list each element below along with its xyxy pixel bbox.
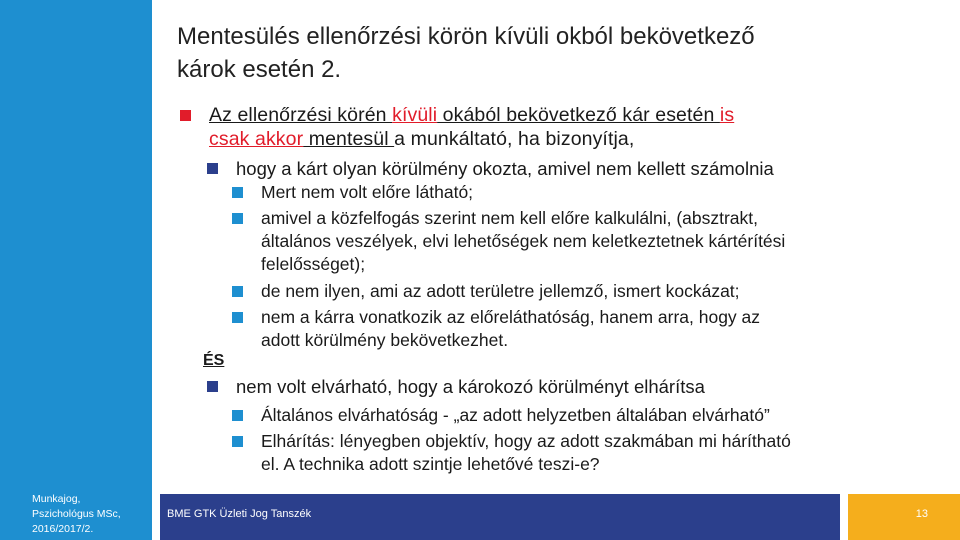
bullet-level3-text-4-line-1: nem a kárra vonatkozik az előreláthatóság, hanem arra, hogy az <box>261 307 761 327</box>
bullet-level3-marker-5 <box>232 410 243 421</box>
bullet-level3-text-5: Általános elvárhatóság - „az adott helyzetben általában elvárható” <box>261 405 770 425</box>
slide-title <box>177 20 947 86</box>
course-info-line-2: Pszichológus MSc, <box>32 508 121 520</box>
bullet-level3-text-2-line-1: amivel a közfelfogás szerint nem kell előre kalkulálni, (absztrakt, <box>261 208 759 228</box>
bullet-level2-marker-2 <box>207 381 218 392</box>
bullet-level3-marker-2 <box>232 213 243 224</box>
slide-title-line-2: károk esetén 2. <box>177 56 342 83</box>
bullet-level3-text-6-line-1: Elhárítás: lényegben objektív, hogy az adott szakmában mi hárítható <box>261 431 791 451</box>
conjunction-es-label: ÉS <box>203 352 225 369</box>
bullet-level1-marker <box>180 110 191 121</box>
course-info-line-1: Munkajog, <box>32 493 81 505</box>
bullet-level2-text-1: hogy a kárt olyan körülmény okozta, amivel nem kellett számolnia <box>236 158 774 179</box>
bullet-level1-line-2 <box>209 128 634 151</box>
bullet-level1-part-1: Az ellenőrzési körén <box>209 104 393 126</box>
bullet-level3-text-1: Mert nem volt előre látható; <box>261 182 474 202</box>
bullet-level1-line-1 <box>209 104 734 127</box>
bullet-level3-text-2-line-3: felelősséget); <box>261 254 366 274</box>
bullet-level1-keyword-is: is <box>719 104 735 126</box>
bullet-level3-text-6-line-2: el. A technika adott szintje lehetővé teszi-e? <box>261 454 600 474</box>
course-info-line-3: 2016/2017/2. <box>32 523 94 535</box>
bullet-level3-text-4-line-2: adott körülmény bekövetkezhet. <box>261 330 509 350</box>
bullet-level1-keyword-csak-akkor: csak akkor <box>209 128 304 150</box>
bullet-level2-text-2: nem volt elvárható, hogy a károkozó körülményt elhárítsa <box>236 376 705 397</box>
slide-title-line-1: Mentesülés ellenőrzési körön kívüli okból bekövetkező <box>177 23 755 50</box>
footer-department-label: BME GTK Üzleti Jog Tanszék <box>167 508 312 520</box>
course-info <box>32 492 148 537</box>
bullet-level3-marker-3 <box>232 286 243 297</box>
bullet-level1-part-3: okából bekövetkező kár esetén <box>437 104 720 126</box>
left-sidebar-band <box>0 0 152 540</box>
bullet-level2-marker-1 <box>207 163 218 174</box>
bullet-level3-marker-4 <box>232 312 243 323</box>
bullet-level3-text-2-line-2: általános veszélyek, elvi lehetőségek nem keletkeztetnek kártérítési <box>261 231 786 251</box>
bullet-level1-part-rest: a munkáltató, ha bizonyítja, <box>394 128 635 150</box>
bullet-level3-marker-1 <box>232 187 243 198</box>
bullet-level1-keyword-kivuli: kívüli <box>392 104 438 126</box>
page-number: 13 <box>915 508 928 520</box>
bullet-level1-keyword-mentesul: mentesül <box>303 128 395 150</box>
bullet-level3-text-3: de nem ilyen, ami az adott területre jellemző, ismert kockázat; <box>261 281 740 301</box>
bullet-level3-marker-6 <box>232 436 243 447</box>
